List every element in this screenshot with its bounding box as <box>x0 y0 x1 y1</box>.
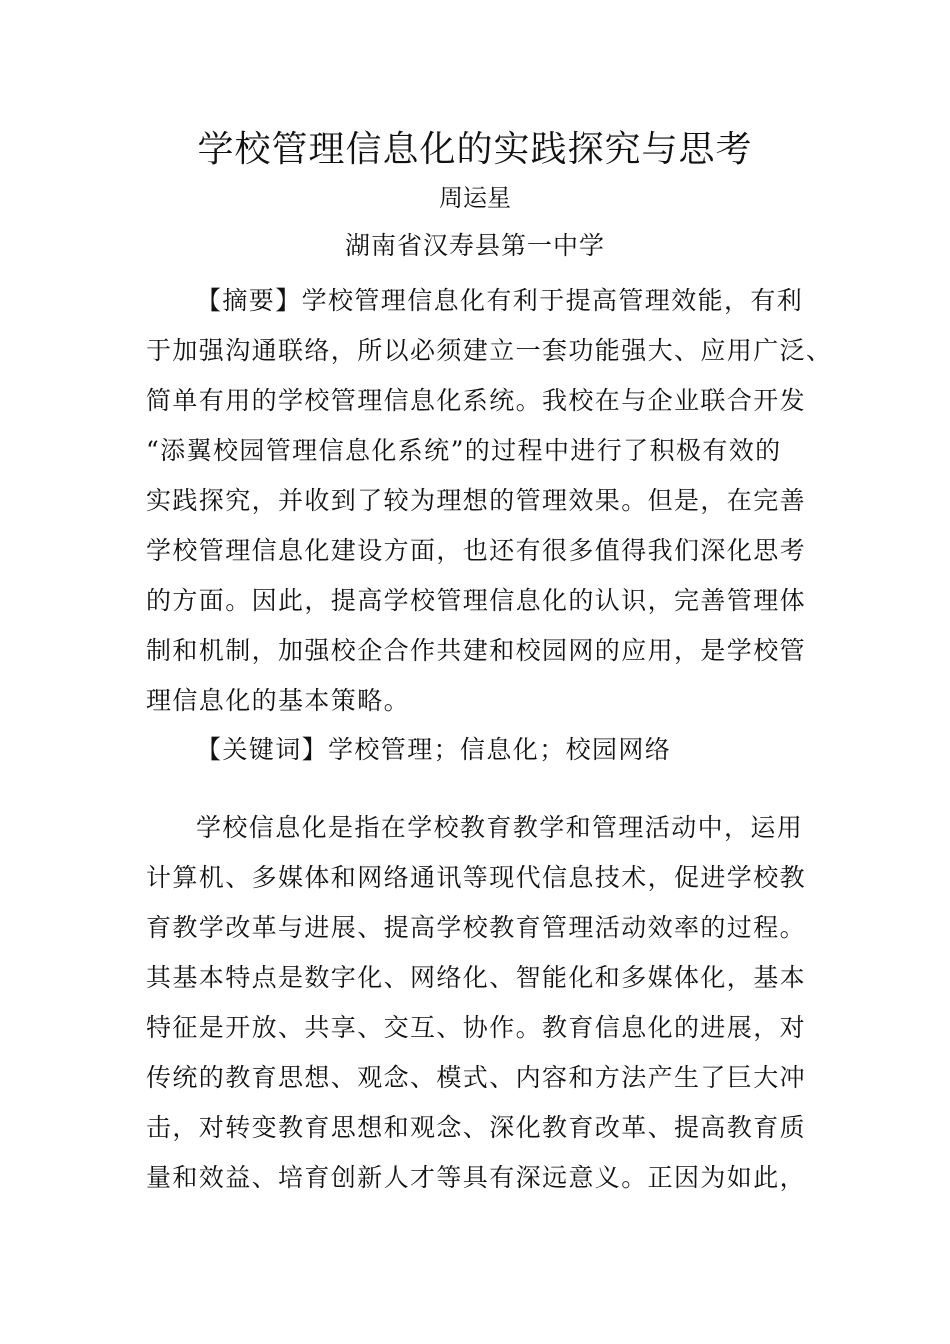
keywords-line: 【关键词】学校管理；信息化；校园网络 <box>196 735 672 764</box>
abstract-line: 于加强沟通联络，所以必须建立一套功能强大、应用广泛、 <box>146 336 833 365</box>
author-affiliation: 湖南省汉寿县第一中学 <box>344 231 605 260</box>
abstract-line: 实践探究，并收到了较为理想的管理效果。但是，在完善 <box>146 486 807 515</box>
document-title: 学校管理信息化的实践探究与思考 <box>197 129 753 170</box>
body-line: 击，对转变教育思想和观念、深化教育改革、提高教育质 <box>146 1113 807 1142</box>
abstract-line: 学校管理信息化建设方面，也还有很多值得我们深化思考 <box>146 536 807 565</box>
body-line: 学校信息化是指在学校教育教学和管理活动中，运用 <box>196 813 804 842</box>
author-name: 周运星 <box>439 184 511 212</box>
abstract-line: 简单有用的学校管理信息化系统。我校在与企业联合开发 <box>146 386 807 415</box>
abstract-line: 理信息化的基本策略。 <box>146 686 411 715</box>
abstract-line: 的方面。因此，提高学校管理信息化的认识，完善管理体 <box>146 586 807 615</box>
abstract-line: “添翼校园管理信息化系统”的过程中进行了积极有效的 <box>146 436 782 465</box>
body-line: 量和效益、培育创新人才等具有深远意义。正因为如此， <box>146 1163 807 1192</box>
body-line: 计算机、多媒体和网络通讯等现代信息技术，促进学校教 <box>146 863 807 892</box>
abstract-line: 【摘要】学校管理信息化有利于提高管理效能，有利 <box>196 286 804 315</box>
body-line: 育教学改革与进展、提高学校教育管理活动效率的过程。 <box>146 913 807 942</box>
body-line: 传统的教育思想、观念、模式、内容和方法产生了巨大冲 <box>146 1063 807 1092</box>
abstract-line: 制和机制，加强校企合作共建和校园网的应用，是学校管 <box>146 636 807 665</box>
body-line: 其基本特点是数字化、网络化、智能化和多媒体化，基本 <box>146 963 807 992</box>
body-line: 特征是开放、共享、交互、协作。教育信息化的进展，对 <box>146 1013 807 1042</box>
